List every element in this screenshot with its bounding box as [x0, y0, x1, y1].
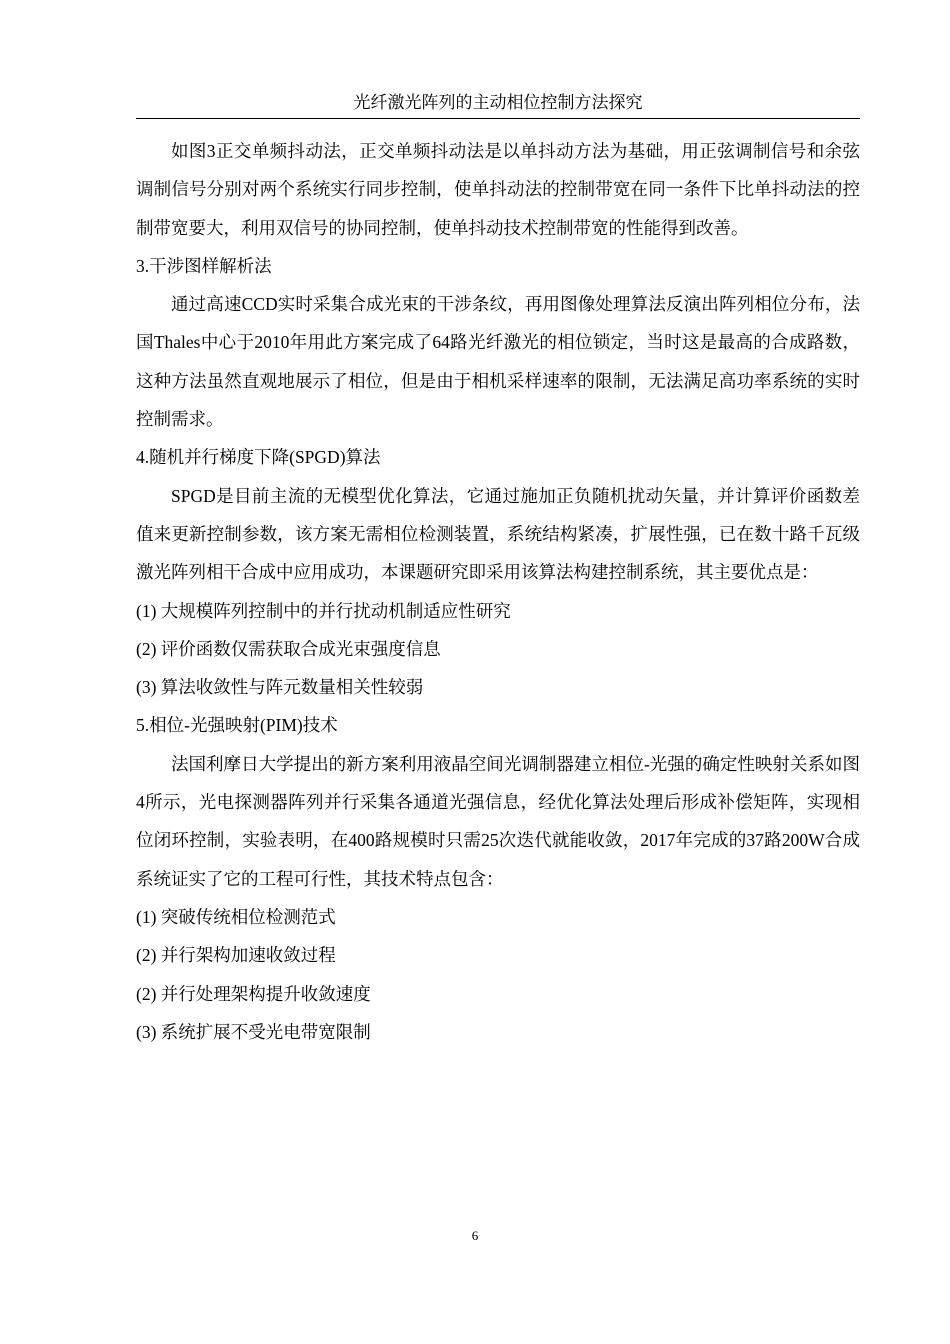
paragraph-interferogram: 通过高速CCD实时采集合成光束的干涉条纹，再用图像处理算法反演出阵列相位分布，法国Thales中心于2010年用此方案完成了64路光纤激光的相位锁定，当时这是最高的合成路数，这种方法虽然直观地展示了相位，但是由于相机采样速率的限制，无法满足高功率系统的实时控制需求。: [136, 294, 860, 430]
section-heading-spgd: 4.随机并行梯度下降(SPGD)算法: [136, 447, 381, 468]
paragraph-spgd: SPGD是目前主流的无模型优化算法，它通过施加正负随机扰动矢量，并计算评价函数差值来更新控制参数，该方案无需相位检测装置，系统结构紧凑，扩展性强，已在数十路千瓦级激光阵列相干合成中应用成功，本课题研究即采用该算法构建控制系统，其主要优点是：: [136, 485, 860, 583]
list-item: (1) 大规模阵列控制中的并行扰动机制适应性研究: [136, 600, 511, 621]
paragraph-orthogonal-dithering: 如图3正交单频抖动法，正交单频抖动法是以单抖动方法为基础，用正弦调制信号和余弦调制信号分别对两个系统实行同步控制，使单抖动法的控制带宽在同一条件下比单抖动法的控制带宽要大，利用双信号的协同控制，使单抖动技术控制带宽的性能得到改善。: [136, 141, 860, 238]
header-divider: [136, 118, 860, 119]
paragraph-pim: 法国利摩日大学提出的新方案利用液晶空间光调制器建立相位-光强的确定性映射关系如图4所示，光电探测器阵列并行采集各通道光强信息，经优化算法处理后形成补偿矩阵，实现相位闭环控制，实验表明，在400路规模时只需25次迭代就能收敛，2017年完成的37路200W合成系统证实了它的工程可行性，其技术特点包含：: [136, 753, 860, 889]
list-item: (2) 评价函数仅需获取合成光束强度信息: [136, 638, 441, 659]
section-heading-pim: 5.相位-光强映射(PIM)技术: [136, 715, 338, 736]
list-item: (2) 并行架构加速收敛过程: [136, 945, 336, 966]
list-item: (3) 系统扩展不受光电带宽限制: [136, 1021, 371, 1042]
section-heading-interferogram: 3.干涉图样解析法: [136, 255, 272, 276]
list-item: (3) 算法收敛性与阵元数量相关性较弱: [136, 677, 424, 698]
document-body: [136, 132, 860, 1051]
page-number: 6: [471, 1228, 479, 1243]
list-item: (1) 突破传统相位检测范式: [136, 906, 336, 927]
list-item: (2) 并行处理架构提升收敛速度: [136, 983, 371, 1004]
page-header-title: 光纤激光阵列的主动相位控制方法探究: [353, 93, 643, 112]
